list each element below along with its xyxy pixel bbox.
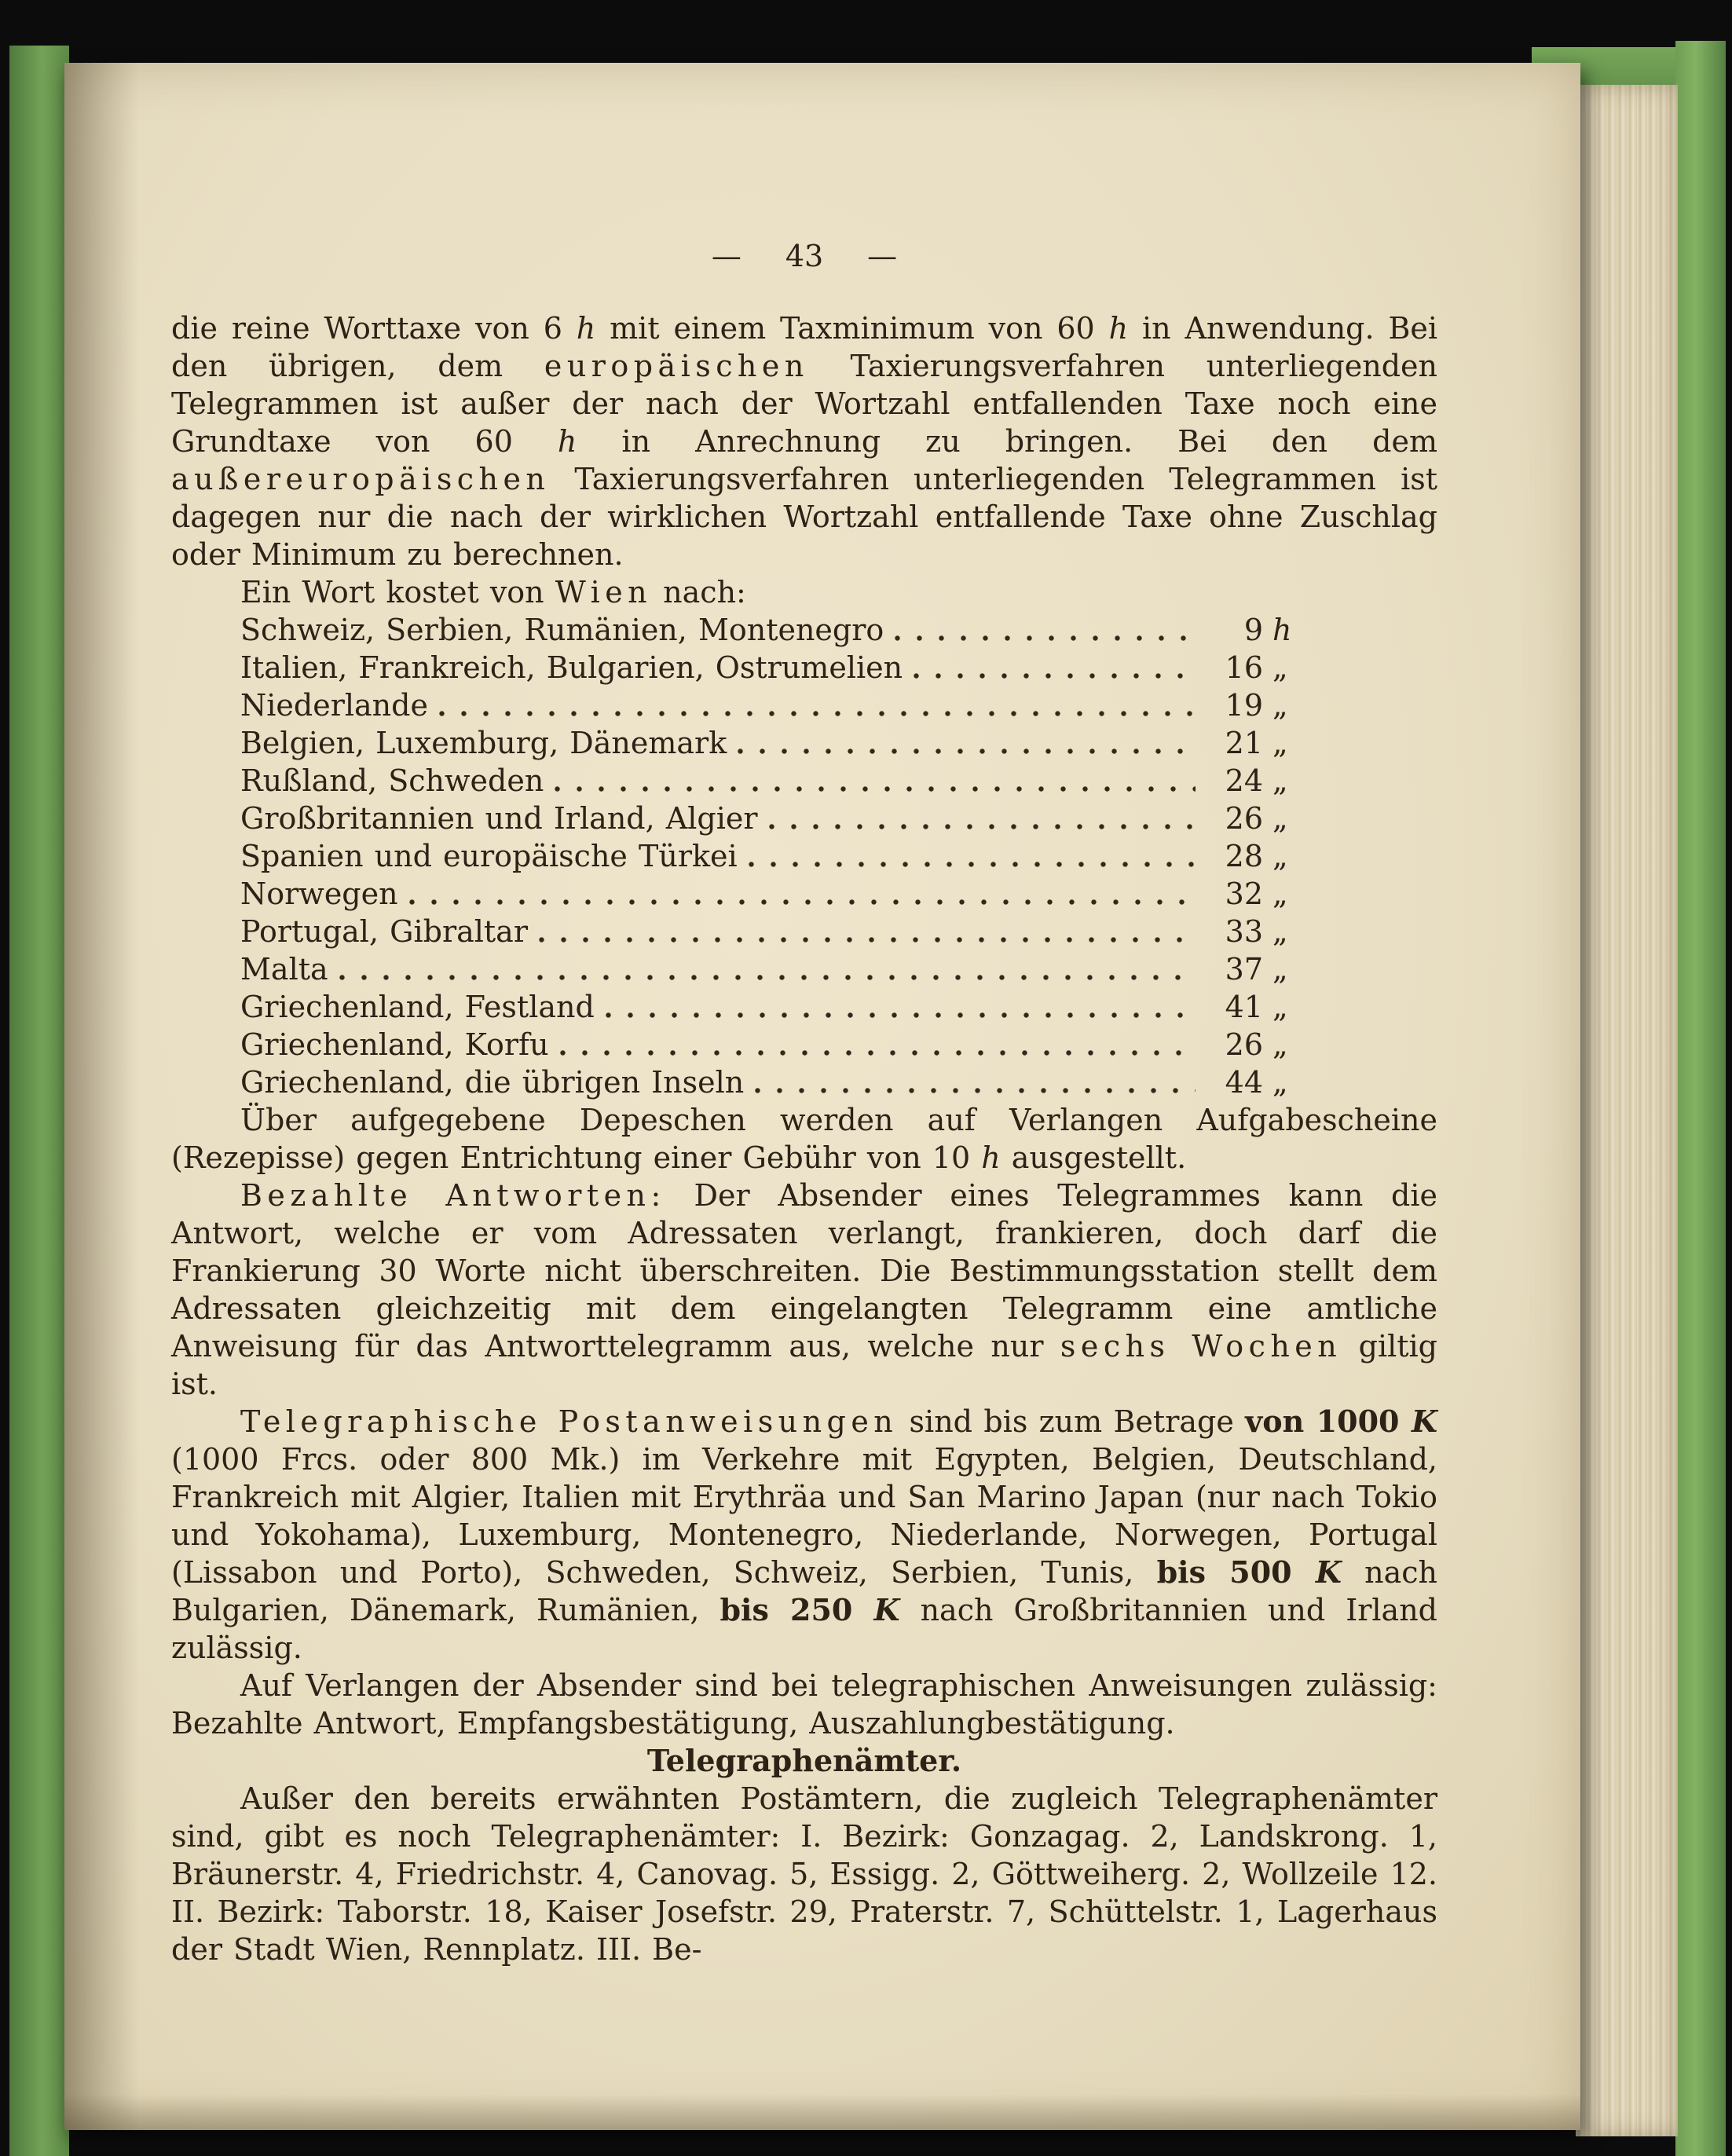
paragraph-bezahlte-antworten	[171, 1177, 1437, 1403]
page-stack-edges	[1576, 85, 1678, 2136]
rate-row	[240, 950, 1312, 988]
rate-value: 33	[1225, 914, 1263, 949]
rate-row	[240, 988, 1312, 1026]
bold-amount: bis 500	[1156, 1554, 1316, 1590]
currency-h: h	[576, 311, 596, 346]
dot-leader	[339, 975, 1196, 980]
rate-unit: „	[1272, 688, 1288, 723]
text-run: Taxierungsverfahren unterliegenden Telegrammen ist dagegen nur die nach der wirklichen Wortzahl entfallende Taxe ohne Zuschlag oder Minimum zu berechnen.	[171, 462, 1437, 572]
dot-leader	[914, 673, 1196, 679]
rate-value: 28	[1225, 839, 1263, 873]
rate-row	[240, 837, 1312, 875]
rate-row	[240, 875, 1312, 913]
text-run: giltig ist.	[171, 1329, 1438, 1401]
rate-country: Rußland, Schweden	[240, 763, 544, 798]
dot-leader	[755, 1088, 1196, 1093]
text-run: die reine Worttaxe von 6	[171, 311, 577, 346]
currency-k: K	[873, 1592, 900, 1627]
rate-unit: „	[1272, 1065, 1288, 1100]
rate-country: Italien, Frankreich, Bulgarien, Ostrumelien	[240, 650, 903, 685]
dot-leader	[738, 749, 1196, 754]
bold-amount: bis 250	[720, 1592, 874, 1627]
text-run: Auf Verlangen der Absender sind bei telegraphischen Anweisungen zulässig: Bezahlte Antwort, Empfangsbestätigung, Auszahlungbestätigung.	[171, 1668, 1437, 1741]
rate-unit: „	[1272, 914, 1288, 949]
rate-unit: „	[1272, 763, 1288, 798]
rate-unit: h	[1272, 613, 1292, 647]
rate-unit: „	[1272, 877, 1288, 911]
rate-row	[240, 611, 1312, 649]
currency-h: h	[557, 424, 577, 459]
dot-leader	[769, 824, 1196, 829]
rate-value: 19	[1225, 688, 1263, 723]
currency-k: K	[1315, 1554, 1342, 1590]
currency-k: K	[1411, 1404, 1437, 1439]
rate-row	[240, 1026, 1312, 1063]
rate-unit: „	[1272, 990, 1288, 1024]
rate-value: 21	[1225, 726, 1263, 760]
text-run: nach:	[652, 575, 746, 609]
text-run: ausgestellt.	[1000, 1140, 1187, 1175]
paragraph-telegraphenaemter-list	[171, 1780, 1437, 1968]
text-run: in Anwendung. Bei den übrigen, dem	[171, 311, 1438, 383]
dot-leader	[539, 937, 1196, 943]
currency-h: h	[981, 1140, 1001, 1175]
text-run: nach Großbritannien und Irland zulässig.	[171, 1593, 1438, 1665]
dot-leader	[409, 899, 1196, 905]
rate-country: Griechenland, Korfu	[240, 1027, 549, 1062]
page-gutter-shadow	[64, 63, 139, 2130]
emphasized-spaced-text: Telegraphische Postanweisungen	[240, 1404, 899, 1439]
emphasized-spaced-text: Bezahlte Antworten:	[240, 1178, 666, 1213]
rate-country: Griechenland, Festland	[240, 990, 595, 1024]
rate-row	[240, 913, 1312, 950]
rate-unit: „	[1272, 801, 1288, 836]
text-run: sind bis zum Betrage	[898, 1404, 1246, 1439]
paragraph-worttaxe	[171, 309, 1437, 573]
rate-row	[240, 724, 1312, 762]
dot-leader	[560, 1050, 1196, 1056]
dot-leader	[439, 711, 1196, 716]
rate-list	[240, 611, 1312, 1101]
bold-amount: von 1000	[1245, 1404, 1412, 1439]
page-bottom-shadow	[64, 2094, 1580, 2130]
rate-country: Malta	[240, 952, 328, 986]
rate-country: Norwegen	[240, 877, 398, 911]
text-run: mit einem Taxminimum von 60	[595, 311, 1109, 346]
rate-value: 26	[1225, 801, 1263, 836]
rate-unit: „	[1272, 650, 1288, 685]
emphasized-spaced-text: sechs Wochen	[1060, 1329, 1342, 1364]
rate-country: Griechenland, die übrigen Inseln	[240, 1065, 745, 1100]
rate-country: Spanien und europäische Türkei	[240, 839, 738, 873]
page-number-header	[171, 237, 1437, 275]
rate-list-intro	[171, 573, 1437, 611]
emphasized-spaced-text: Wien	[555, 575, 653, 609]
rate-row	[240, 686, 1312, 724]
dot-leader	[555, 786, 1196, 792]
emphasized-spaced-text: europäischen	[544, 349, 809, 383]
rate-value: 41	[1225, 990, 1263, 1024]
text-run: Außer den bereits erwähnten Postämtern, die zugleich Telegraphenämter sind, gibt es noch Telegraphenämter: I. Bezirk: Gonzagag. 2, Landskrong. 1, Bräunerstr. 4, Friedrichstr. 4, Canovag. 5, Essigg. 2, Göttweiherg. 2, Wollzeile 12. II. Bezirk: Taborstr. 18, Kaiser Josefstr. 29, Praterstr. 7, Schüttelstr. 1, Lagerhaus der Stadt Wien, Rennplatz. III. Be-	[171, 1781, 1437, 1967]
text-run: Über aufgegebene Depeschen werden auf Verlangen Aufgabescheine (Rezepisse) gegen Entrichtung einer Gebühr von 10	[171, 1103, 1437, 1175]
text-run: Taxierungsverfahren unterliegenden Telegrammen ist außer der nach der Wortzahl entfallenden Taxe noch eine Grundtaxe von 60	[171, 349, 1438, 459]
dot-leader	[895, 635, 1196, 641]
rate-country: Großbritannien und Irland, Algier	[240, 801, 758, 836]
text-run: Ein Wort kostet von	[240, 575, 555, 609]
header-dash-left: —	[711, 239, 742, 273]
text-run: nach Bulgarien, Dänemark, Rumänien,	[171, 1555, 1438, 1627]
rate-unit: „	[1272, 726, 1288, 760]
currency-h: h	[1108, 311, 1129, 346]
rate-value: 44	[1225, 1065, 1263, 1100]
book-cover-right	[1675, 41, 1726, 2156]
rate-unit: „	[1272, 952, 1288, 986]
rate-country: Portugal, Gibraltar	[240, 914, 529, 949]
rate-country: Schweiz, Serbien, Rumänien, Montenegro	[240, 613, 884, 647]
rate-country: Niederlande	[240, 688, 428, 723]
page-content	[171, 237, 1437, 1968]
dot-leader	[749, 862, 1196, 867]
book-page	[64, 63, 1580, 2130]
rate-value: 37	[1225, 952, 1263, 986]
rate-value: 9	[1243, 613, 1263, 647]
rate-row	[240, 649, 1312, 686]
rate-row	[240, 1063, 1312, 1101]
paragraph-auf-verlangen	[171, 1667, 1437, 1742]
header-dash-right: —	[867, 239, 898, 273]
page-number: 43	[785, 239, 824, 273]
paragraph-rezepisse	[171, 1101, 1437, 1177]
rate-value: 26	[1225, 1027, 1263, 1062]
dot-leader	[606, 1012, 1196, 1018]
text-run: (1000 Frcs. oder 800 Mk.) im Verkehre mit Egypten, Belgien, Deutschland, Frankreich mit Algier, Italien mit Erythräa und San Marino Japan (nur nach Tokio und Yokohama), Luxemburg, Montenegro, Niederlande, Norwegen, Portugal (Lissabon und Porto), Schweden, Schweiz, Serbien, Tunis,	[171, 1442, 1437, 1590]
rate-row	[240, 762, 1312, 800]
rate-value: 32	[1225, 877, 1263, 911]
rate-unit: „	[1272, 839, 1288, 873]
rate-row	[240, 800, 1312, 837]
section-heading-telegraphenaemter: Telegraphenämter.	[646, 1743, 962, 1778]
emphasized-spaced-text: außereuropäischen	[171, 462, 551, 496]
text-run: Der Absender eines Telegrammes kann die Antwort, welche er vom Adressaten verlangt, frankieren, doch darf die Frankierung 30 Worte nicht überschreiten. Die Bestimmungsstation stellt dem Adressaten gleichzeitig mit dem eingelangten Telegramm eine amtliche Anweisung für das Antworttelegramm aus, welche nur	[171, 1178, 1438, 1364]
text-run: in Anrechnung zu bringen. Bei den dem	[577, 424, 1437, 459]
rate-unit: „	[1272, 1027, 1288, 1062]
rate-value: 16	[1225, 650, 1263, 685]
rate-value: 24	[1225, 763, 1263, 798]
book-cover-left	[9, 46, 69, 2156]
rate-country: Belgien, Luxemburg, Dänemark	[240, 726, 727, 760]
paragraph-postanweisungen	[171, 1403, 1437, 1667]
